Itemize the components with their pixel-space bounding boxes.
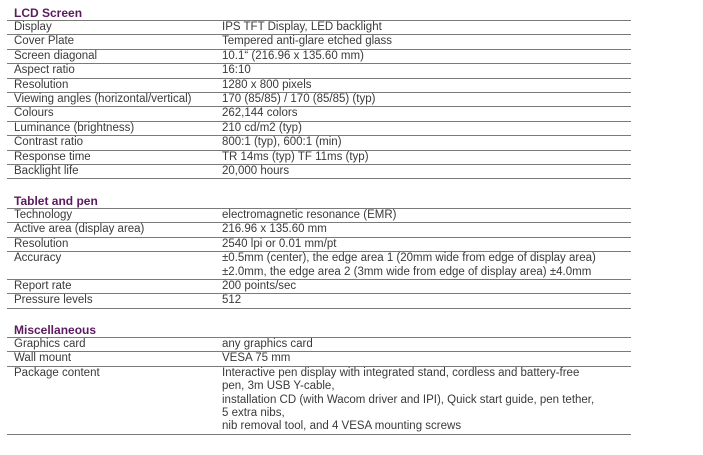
spec-row-display bbox=[7, 20, 631, 35]
spec-value: 200 points/sec bbox=[222, 280, 297, 293]
spec-row-resolution bbox=[7, 79, 631, 93]
spec-value-line: 5 extra nibs, bbox=[222, 407, 285, 420]
spec-value: 16:10 bbox=[222, 64, 251, 77]
spec-value-line: installation CD (with Wacom driver and IPI), Quick start guide, pen tether, bbox=[222, 393, 595, 406]
spec-label: Graphics card bbox=[14, 338, 86, 350]
spec-row-technology bbox=[7, 208, 631, 223]
spec-label: Active area (display area) bbox=[14, 223, 145, 236]
spec-value: VESA 75 mm bbox=[222, 352, 291, 365]
spec-value: 10.1“ (216.96 x 135.60 mm) bbox=[222, 49, 364, 62]
section-title: LCD Screen bbox=[14, 6, 83, 20]
spec-value: 512 bbox=[222, 294, 242, 307]
spec-value: 210 cd/m2 (typ) bbox=[222, 121, 302, 134]
spec-row-viewing-angles bbox=[7, 93, 631, 107]
spec-label: Luminance (brightness) bbox=[14, 121, 135, 134]
spec-value: 216.96 x 135.60 mm bbox=[222, 223, 327, 236]
spec-label: Viewing angles (horizontal/vertical) bbox=[14, 93, 192, 106]
spec-label: Accuracy bbox=[14, 252, 62, 265]
spec-value-line: Interactive pen display with integrated stand, cordless and battery-free bbox=[222, 366, 580, 379]
spec-value: 2540 lpi or 0.01 mm/pt bbox=[222, 237, 337, 250]
spec-value-line: ±0.5mm (center), the edge area 1 (20mm wide from edge of display area) bbox=[222, 252, 596, 265]
spec-row-active-area bbox=[7, 223, 631, 237]
spec-label: Display bbox=[14, 21, 52, 33]
spec-value: 170 (85/85) / 170 (85/85) (typ) bbox=[222, 93, 376, 106]
spec-label: Technology bbox=[14, 209, 73, 221]
spec-value: Tempered anti-glare etched glass bbox=[222, 35, 393, 48]
spec-value: electromagnetic resonance (EMR) bbox=[222, 209, 397, 221]
spec-row-screen-diagonal bbox=[7, 50, 631, 64]
spec-label: Resolution bbox=[14, 78, 69, 91]
spec-row-luminance bbox=[7, 122, 631, 136]
miscellaneous-section bbox=[7, 323, 631, 435]
spec-row-cover-plate bbox=[7, 35, 631, 49]
spec-row-package-content bbox=[7, 367, 631, 435]
spec-table bbox=[7, 208, 631, 309]
spec-row-wall-mount bbox=[7, 352, 631, 366]
spec-table bbox=[7, 337, 631, 435]
spec-label: Wall mount bbox=[14, 352, 72, 365]
spec-row-contrast-ratio bbox=[7, 136, 631, 150]
spec-row-accuracy bbox=[7, 252, 631, 280]
spec-value: 800:1 (typ), 600:1 (min) bbox=[222, 136, 342, 149]
section-title: Tablet and pen bbox=[14, 194, 98, 208]
spec-table bbox=[7, 20, 631, 179]
tablet-pen-section bbox=[7, 194, 631, 309]
spec-value: 1280 x 800 pixels bbox=[222, 78, 312, 91]
spec-label: Response time bbox=[14, 150, 91, 163]
spec-row-aspect-ratio bbox=[7, 64, 631, 78]
spec-value: TR 14ms (typ) TF 11ms (typ) bbox=[222, 150, 369, 163]
spec-row-graphics-card bbox=[7, 337, 631, 352]
spec-label: Contrast ratio bbox=[14, 136, 84, 149]
spec-row-response-time bbox=[7, 151, 631, 165]
spec-row-backlight-life bbox=[7, 165, 631, 179]
spec-label: Cover Plate bbox=[14, 35, 75, 48]
spec-label: Screen diagonal bbox=[14, 49, 98, 62]
spec-row-report-rate bbox=[7, 280, 631, 294]
spec-value bbox=[222, 252, 631, 279]
spec-label: Pressure levels bbox=[14, 294, 93, 307]
spec-row-colours bbox=[7, 107, 631, 121]
spec-label: Report rate bbox=[14, 280, 72, 293]
spec-value: any graphics card bbox=[222, 338, 313, 350]
section-title: Miscellaneous bbox=[14, 323, 97, 337]
spec-label: Package content bbox=[14, 366, 100, 379]
spec-row-resolution bbox=[7, 238, 631, 252]
lcd-screen-section bbox=[7, 6, 631, 179]
spec-label: Backlight life bbox=[14, 165, 79, 178]
spec-label: Colours bbox=[14, 107, 54, 120]
spec-value: IPS TFT Display, LED backlight bbox=[222, 21, 382, 33]
spec-value bbox=[222, 367, 631, 434]
spec-value-line: ±2.0mm, the edge area 2 (3mm wide from edge of display area) ±4.0mm bbox=[222, 265, 592, 278]
spec-value-line: nib removal tool, and 4 VESA mounting screws bbox=[222, 420, 462, 433]
spec-value-line: pen, 3m USB Y-cable, bbox=[222, 380, 335, 393]
spec-row-pressure-levels bbox=[7, 294, 631, 308]
spec-label: Aspect ratio bbox=[14, 64, 75, 77]
spec-value: 20,000 hours bbox=[222, 165, 290, 178]
spec-value: 262,144 colors bbox=[222, 107, 298, 120]
spec-label: Resolution bbox=[14, 237, 69, 250]
